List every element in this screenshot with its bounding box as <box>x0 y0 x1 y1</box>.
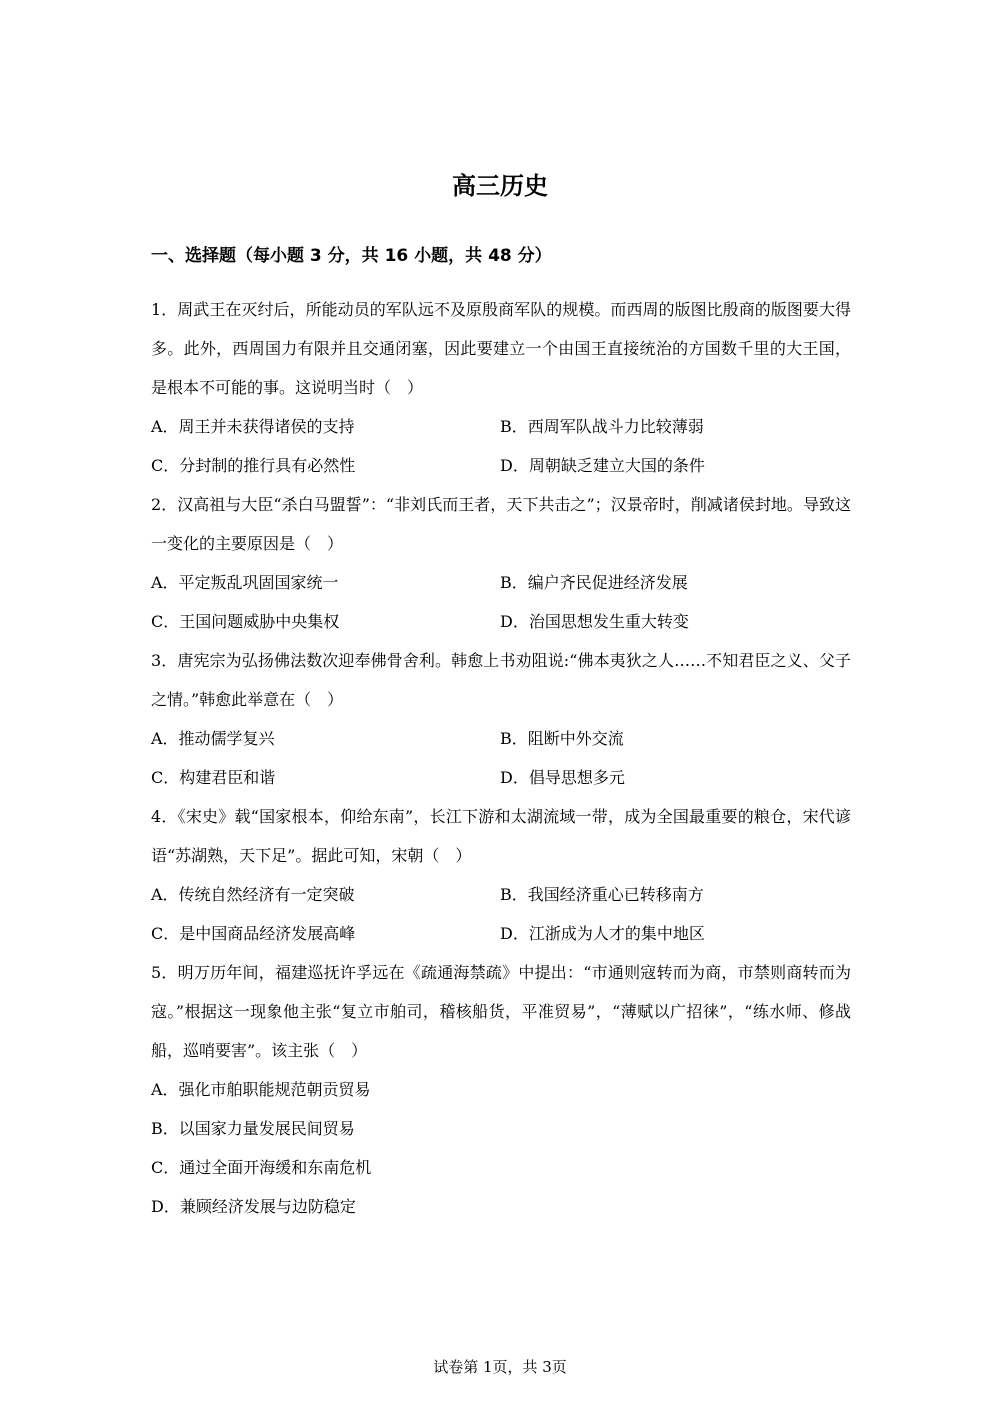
section-heading: 一、选择题（每小题 3 分，共 16 小题，共 48 分） <box>151 246 552 266</box>
question-list <box>151 290 851 1226</box>
option-a: A．传统自然经济有一定突破 <box>151 885 355 904</box>
option-b: B．以国家力量发展民间贸易 <box>151 1119 355 1138</box>
option-a: A．推动儒学复兴 <box>151 729 275 748</box>
option-b: B．西周军队战斗力比较薄弱 <box>500 417 704 436</box>
question-stem: 2．汉高祖与大臣“杀白马盟誓”：“非刘氏而王者，天下共击之”；汉景帝时，削减诸侯封地。导致这一变化的主要原因是（ ） <box>151 495 851 553</box>
option-b: B．我国经济重心已转移南方 <box>500 885 704 904</box>
question-4 <box>151 797 851 953</box>
page-title: 高三历史 <box>452 172 548 200</box>
option-c: C．构建君臣和谐 <box>151 768 276 787</box>
option-row <box>151 446 851 485</box>
question-stem: 5．明万历年间，福建巡抚许孚远在《疏通海禁疏》中提出：“市通则寇转而为商，市禁则商转而为寇。”根据这一现象他主张“复立市舶司，稽核船货，平准贸易”，“薄赋以广招徕”，“练水师、修战船，巡哨要害”。该主张（ ） <box>151 963 851 1060</box>
option-c: C．是中国商品经济发展高峰 <box>151 924 356 943</box>
option-b: B．阻断中外交流 <box>500 729 624 748</box>
option-d: D．治国思想发生重大转变 <box>500 612 689 631</box>
question-stem: 4．《宋史》载“国家根本，仰给东南”，长江下游和太湖流域一带，成为全国最重要的粮仓，宋代谚语“苏湖熟，天下足”。据此可知，宋朝（ ） <box>151 807 851 865</box>
option-a: A．强化市舶职能规范朝贡贸易 <box>151 1080 371 1099</box>
option-a: A．周王并未获得诸侯的支持 <box>151 417 355 436</box>
option-row <box>151 719 851 758</box>
option-b: B．编户齐民促进经济发展 <box>500 573 688 592</box>
question-1 <box>151 290 851 485</box>
question-stem: 1．周武王在灭纣后，所能动员的军队远不及原殷商军队的规模。而西周的版图比殷商的版图要大得多。此外，西周国力有限并且交通闭塞，因此要建立一个由国王直接统治的方国数千里的大王国，是根本不可能的事。这说明当时（ ） <box>151 300 851 397</box>
option-c: C．王国问题威胁中央集权 <box>151 612 340 631</box>
option-row <box>151 407 851 446</box>
question-5 <box>151 953 851 1226</box>
option-c: C．分封制的推行具有必然性 <box>151 456 356 475</box>
option-row <box>151 602 851 641</box>
option-d: D．周朝缺乏建立大国的条件 <box>500 456 705 475</box>
option-row <box>151 875 851 914</box>
option-d: D．江浙成为人才的集中地区 <box>500 924 705 943</box>
option-a: A．平定叛乱巩固国家统一 <box>151 573 339 592</box>
option-d: D．兼顾经济发展与边防稳定 <box>151 1197 356 1216</box>
option-d: D．倡导思想多元 <box>500 768 625 787</box>
question-3 <box>151 641 851 797</box>
question-2 <box>151 485 851 641</box>
page-footer: 试卷第 1页，共 3页 <box>433 1358 567 1376</box>
option-row <box>151 914 851 953</box>
option-c: C．通过全面开海缓和东南危机 <box>151 1158 372 1177</box>
option-row <box>151 563 851 602</box>
question-stem: 3．唐宪宗为弘扬佛法数次迎奉佛骨舍利。韩愈上书劝阻说:“佛本夷狄之人……不知君臣之义、父子之情。”韩愈此举意在（ ） <box>151 651 851 709</box>
option-row <box>151 758 851 797</box>
